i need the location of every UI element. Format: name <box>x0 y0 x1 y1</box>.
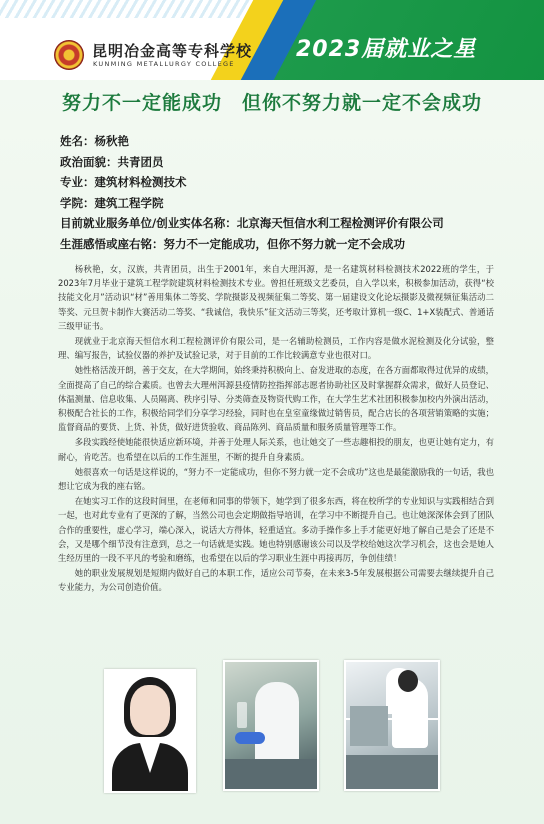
header <box>0 0 544 80</box>
portrait-photo <box>104 669 196 793</box>
slogan: 努力不一定能成功 但你不努力就一定不会成功 <box>61 92 482 114</box>
lab-photo-1 <box>223 660 319 791</box>
info-political-status: 政治面貌：共青团员 <box>60 154 164 169</box>
bio-paragraph: 在她实习工作的这段时间里，在老师和同事的带领下，她学到了很多东西，将在校所学的专业知识与实践相结合到一起，也对此专业有了更深的了解，当然公司也会定期做指导培训，在学习中不断提升自己。也让她深深体会到了团队合作的重要性，虚心学习，端心深入，说话大方得体，轻重适宜。多动手操作多上手才能更好地了解自己是会了还是不会，又是哪个细节没有注意到，总之一句话就是实践。她也特别感谢该公司以及学校给她这次学习机会，这也会是她人生经历里的一段不平凡的考验和磨练，也希望在以后的学习职业生涯中再接再厉，争创佳绩！ <box>58 496 494 564</box>
info-employer: 目前就业服务单位/创业实体名称：北京海天恒信水利工程检测评价有限公司 <box>60 216 444 230</box>
profile-info <box>60 131 540 254</box>
biography <box>58 262 494 596</box>
lab-coat <box>255 682 299 762</box>
lab-photo-2 <box>344 660 440 791</box>
portrait-face <box>130 685 170 735</box>
lab-bench <box>225 759 317 789</box>
bio-paragraph: 她很喜欢一句话是这样说的，“努力不一定能成功，但你不努力就一定不会成功”这也是最能激励我的一句话，我也想让它成为我的座右铭。 <box>58 466 494 492</box>
school-name-cn: 昆明冶金高等专科学校 <box>92 42 253 60</box>
bio-paragraph: 她性格活泼开朗，善于交友，在大学期间，始终秉持积极向上、奋发进取的态度，在各方面都取得过优异的成绩，全面提高了自己的综合素质。也曾去大理州洱源县疫情防控指挥部志愿者协助社区及时掌握群众需求，做好人员登记、体温测量、信息收集、人员隔离、秩序引导、分类筛查及物资代购工作，在大学生艺术社团积极参加校内外演出活动，积极配合社长的工作，积极给同学们分享学习经验，同时也在皇室童缘做过销售员，配合店长的各项营销策略的实施；监督商品的要货、上货、补货，做好进货验收、商品陈列、商品质量和服务质量管理等工作。 <box>58 365 494 433</box>
school-name-en: KUNMING METALLURGY COLLEGE <box>93 60 235 68</box>
lab-bench-2 <box>346 755 438 789</box>
school-logo-icon <box>54 40 84 70</box>
info-motto: 生涯感悟或座右铭：努力不一定能成功，但你不努力就一定不会成功 <box>60 236 405 251</box>
banner-title: 2023届就业之星 <box>296 37 477 62</box>
lab-person-head <box>398 670 418 692</box>
lab-glassware <box>237 702 247 728</box>
info-major: 专业：建筑材料检测技术 <box>60 175 187 189</box>
info-name: 姓名：杨秋艳 <box>60 134 129 148</box>
lab-shelf <box>350 706 388 746</box>
bio-paragraph: 多段实践经使她能很快适应新环境，并善于处理人际关系，也让她交了一些志趣相投的朋友，也更让她有定力，有耐心，肯吃苦。也希望在以后的工作生涯里，不断的提升自身素质。 <box>58 437 494 462</box>
bio-paragraph: 杨秋艳，女，汉族，共青团员，出生于2001年，来自大理洱源，是一名建筑材料检测技术2022班的学生，于2023年7月毕业于建筑工程学院建筑材料检测技术专业。曾担任班级文艺委员，自入学以来，积极参加活动，获得“校技能文化月”活动识“材”善用集体二等奖、学院摄影及视频征集二等奖、第一届建设文化论坛摄影及微视频征集活动二等奖、元旦贺卡制作大赛活动二等奖、“我诚信，我快乐”征文活动三等奖，还考取计算机一级C、1+X装配式、普通话三级甲证书。 <box>58 264 494 331</box>
lab-glove <box>235 732 265 744</box>
info-college: 学院：建筑工程学院 <box>60 195 164 210</box>
bio-paragraph: 现就业于北京海天恒信水利工程检测评价有限公司，是一名辅助检测员，工作内容是做水泥检测及化分试验，整理、编写报告，试验仪器的养护及试验记录，对于目前的工作比较满意专业也很对口。 <box>58 336 494 361</box>
bio-paragraph: 她的职业发展规划是短期内做好自己的本职工作，适应公司节奏，在未来3-5年发展根据公司需要去继续提升自己专业能力，为公司创造价值。 <box>58 568 494 593</box>
